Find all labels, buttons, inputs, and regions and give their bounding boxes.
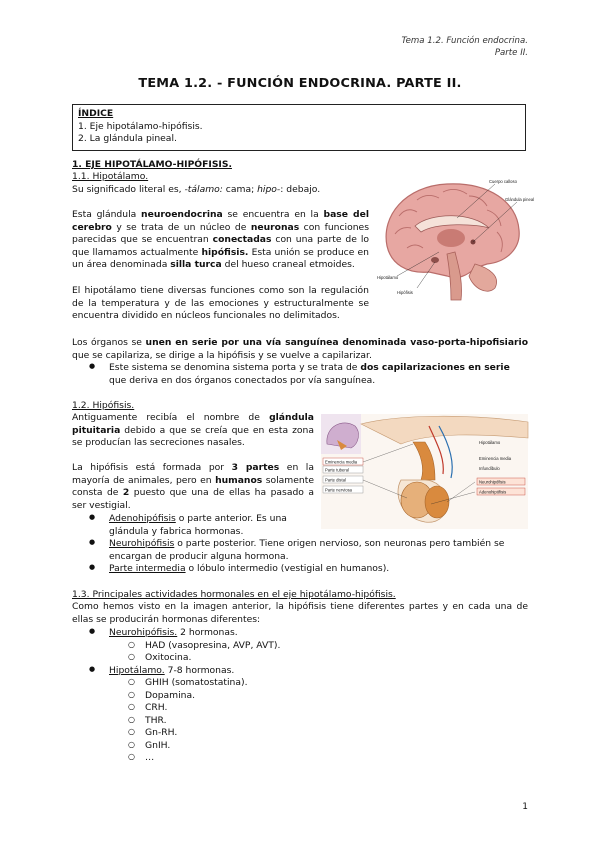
label-neurohypophysis: Neurohipófisis <box>479 479 506 485</box>
hypothalamus-paragraph-2: El hipotálamo tiene diversas funciones como son la regulación de la temperatura y de las emociones y estructuralmente se encuentra dividido en núcleos funcionales no delimitados. <box>72 285 369 322</box>
label-pars-distalis: Parte distal <box>325 477 346 483</box>
label-pineal-gland: Glándula pineal <box>505 197 535 202</box>
list-item: ○ Oxitocina. <box>72 652 528 665</box>
subsection-1-1-heading: 1.1. Hipotálamo. <box>72 171 149 182</box>
hormone-list <box>72 627 528 765</box>
subsection-1-2-heading: 1.2. Hipófisis. <box>72 400 135 411</box>
list-item: ○ Gn-RH. <box>72 727 528 740</box>
label-hypothalamus: Hipotálamo <box>377 275 399 280</box>
list-item-intermediate: ● Parte intermedia o lóbulo intermedio (vestigial en humanos). <box>72 563 528 576</box>
list-item: ○ … <box>72 752 528 765</box>
index-item-2: 2. La glándula pineal. <box>78 133 177 145</box>
hypophysis-image <box>321 414 528 529</box>
subsection-1-3-heading: 1.3. Principales actividades hormonales en el eje hipotálamo-hipófisis. <box>72 589 396 600</box>
list-item: ○ GHIH (somatostatina). <box>72 677 528 690</box>
label-adenohypophysis: Adenohipófisis <box>479 489 507 495</box>
portal-bullet-list <box>72 362 528 387</box>
running-header <box>401 36 528 59</box>
hypothalamus-paragraph-1: Esta glándula neuroendocrina se encuentra en la base del cerebro y se trata de un núcleo de neuronas con funciones parecidas que se encuentran conectadas con una parte de lo que llamamos actualmente hipófisis. Esta unión se produce en un área denominada silla turca del hueso craneal etmoides. <box>72 209 369 271</box>
hypophysis-paragraph-2: La hipófisis está formada por 3 partes en la mayoría de animales, pero en humanos solamente consta de 2 puesto que una de ellas ha pasado a ser vestigial. <box>72 462 314 511</box>
list-item-adenohypophysis: ● Adenohipófisis o parte anterior. Es una glándula y fabrica hormonas. <box>72 513 315 538</box>
label-median-eminence-left: Eminencia media <box>325 459 358 465</box>
list-item-neurohypophysis: ● Neurohipófisis o parte posterior. Tiene origen nervioso, son neuronas pero también se encargan de producir alguna hormona. <box>72 538 528 563</box>
portal-system-paragraph: Los órganos se unen en serie por una vía sanguínea denominada vaso-porta-hipofisiario que se capilariza, se dirige a la hipófisis y se vuelve a capilarizar. <box>72 337 529 361</box>
brain-sagittal-image <box>377 176 535 304</box>
list-item: ○ Dopamina. <box>72 690 528 703</box>
hypophysis-figure <box>321 414 528 529</box>
literal-meaning: Su significado literal es, -tálamo: cama; hipo-: debajo. <box>72 184 321 195</box>
label-corpus-callosum: Cuerpo calloso <box>489 179 517 184</box>
hormones-intro-paragraph: Como hemos visto en la imagen anterior, la hipófisis tiene diferentes partes y en cada una de ellas se producirán hormonas diferentes: <box>72 601 528 625</box>
hypophysis-paragraph-1: Antiguamente recibía el nombre de glándula pituitaria debido a que se creía que en esta zona se producían las secreciones nasales. <box>72 412 314 449</box>
label-hypophysis: Hipófisis <box>397 290 413 295</box>
brain-sagittal-figure <box>377 176 535 304</box>
index-heading: ÍNDICE <box>78 108 114 119</box>
header-line-1: Tema 1.2. Función endocrina. <box>401 36 528 46</box>
label-infundibulum: Infundíbulo <box>479 466 500 471</box>
list-item: ○ GnIH. <box>72 740 528 753</box>
hypophysis-parts-list <box>72 513 528 576</box>
section-1-heading: 1. EJE HIPOTÁLAMO-HIPÓFISIS. <box>72 159 232 170</box>
page-title: TEMA 1.2. - FUNCIÓN ENDOCRINA. PARTE II. <box>138 76 462 91</box>
label-pars-tuberalis: Parte tuberal <box>325 467 349 473</box>
list-item: ○ HAD (vasopresina, AVP, AVT). <box>72 640 528 653</box>
list-item: ○ CRH. <box>72 702 528 715</box>
label-median-eminence-right: Eminencia media <box>479 456 512 461</box>
list-item-neurohypophysis-hormones: ● Neurohipófisis. 2 hormonas. <box>72 627 528 640</box>
label-hypothalamus-right: Hipotálamo <box>479 440 501 445</box>
index-item-1: 1. Eje hipotálamo-hipófisis. <box>78 120 203 132</box>
page-number: 1 <box>522 802 528 812</box>
list-item: ● Este sistema se denomina sistema porta y se trata de dos capilarizaciones en serie que deriva en dos órganos conectados por vía sanguínea. <box>72 362 528 387</box>
label-pars-nervosa: Parte nerviosa <box>325 487 352 493</box>
list-item-hypothalamus-hormones: ● Hipotálamo. 7-8 hormonas. <box>72 665 528 678</box>
index-box <box>72 104 526 151</box>
header-line-2: Parte II. <box>494 47 528 58</box>
list-item: ○ THR. <box>72 715 528 728</box>
